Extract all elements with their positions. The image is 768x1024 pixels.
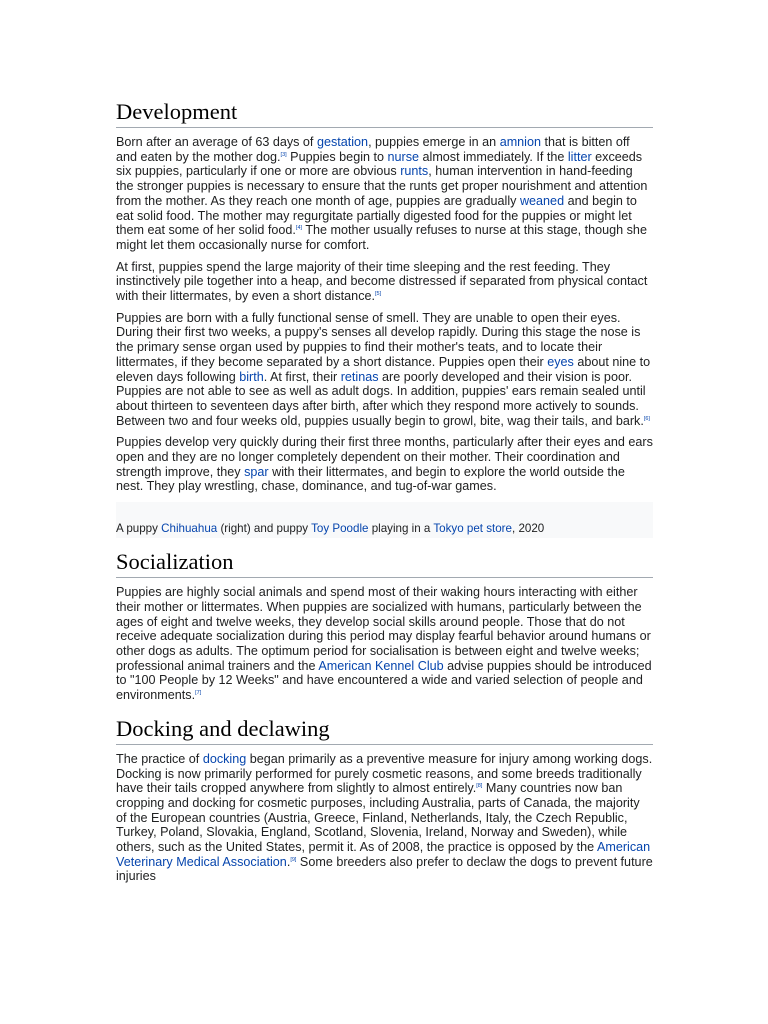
figure-caption <box>116 522 544 536</box>
link-litter[interactable]: litter <box>567 149 592 164</box>
link-tokyo-pet-store[interactable]: Tokyo pet store <box>433 522 512 536</box>
paragraph-development-2 <box>116 260 653 304</box>
text: are poorly developed and their vision is poor. Puppies are not able to see as well as adult dogs. In addition, puppies' ears remain sealed until about thirteen to seventeen days after birth, after which they respond more actively to sounds. Between two and four weeks old, puppies usually begin to growl, bite, wag their tails, and bark. <box>116 369 646 428</box>
paragraph-socialization-1 <box>116 585 653 703</box>
text: . At first, their <box>263 369 341 384</box>
citation-8[interactable]: [8] <box>476 783 483 790</box>
text: advise puppies should be introduced to "100 People by 12 Weeks" and have encountered a wide and varied selection of people and environments. <box>116 658 652 703</box>
link-nurse[interactable]: nurse <box>387 149 420 164</box>
paragraph-development-3 <box>116 311 653 429</box>
text: almost immediately. If the <box>419 149 568 164</box>
text: Puppies are highly social animals and spend most of their waking hours interacting with either their mother or littermates. When puppies are socialized with humans, particularly between the ages of eight and twelve weeks, they develop social skills around people. Those that do not receive adequate socialization during this period may display fearful behavior around humans or other dogs as adults. The optimum period for socialisation is between eight and twelve weeks; professional animal trainers and the <box>116 585 651 673</box>
text: Some breeders also prefer to declaw the dogs to prevent future injuries <box>116 854 653 884</box>
text: and begin to eat solid food. The mother may regurgitate partially digested food for the puppies or might let them eat some of her solid food. <box>116 193 637 238</box>
link-toy-poodle[interactable]: Toy Poodle <box>311 522 369 536</box>
text: . <box>286 854 291 869</box>
text: playing in a <box>368 522 434 536</box>
citation-7[interactable]: [7] <box>195 690 202 697</box>
text: Puppies develop very quickly during their first three months, particularly after their eyes and ears open and they are no longer completely dependent on their mother. Their coordination and strength improve, they <box>116 435 653 479</box>
citation-3[interactable]: [3] <box>280 151 287 158</box>
figure-puppies <box>116 502 653 538</box>
text: Many countries now ban cropping and docking for cosmetic purposes, including Australia, parts of Canada, the majority of the European countries (Austria, Greece, Finland, Netherlands, Italy, the Czech Republic, Turkey, Poland, Slovakia, England, Scotland, Slovenia, Ireland, Norway and Sweden), while others, such as the United States, permit it. As of 2008, the practice is opposed by the <box>116 781 640 855</box>
link-spar[interactable]: spar <box>244 464 269 479</box>
text: , 2020 <box>512 522 545 536</box>
heading-socialization: Socialization <box>116 548 653 578</box>
citation-5[interactable]: [5] <box>375 291 382 298</box>
text: began primarily as a preventive measure for injury among working dogs. Docking is now primarily performed for purely cosmetic reasons, and some breeds traditionally have their tails cropped anywhere from slightly to almost entirely. <box>116 751 653 796</box>
citation-4[interactable]: [4] <box>295 225 303 232</box>
text: about nine to eleven days following <box>116 354 651 384</box>
text: exceeds six puppies, particularly if one or more are obvious <box>116 149 643 179</box>
text: , puppies emerge in an <box>368 135 500 149</box>
text: The mother usually refuses to nurse at this stage, though she might let them occasionally nurse for comfort. <box>116 223 647 252</box>
link-runts[interactable]: runts <box>400 164 429 179</box>
link-eyes[interactable]: eyes <box>547 354 574 369</box>
link-avma[interactable]: American Veterinary Medical Association <box>116 840 651 869</box>
article-content <box>116 98 653 891</box>
paragraph-development-1 <box>116 135 653 253</box>
text: Puppies are born with a fully functional sense of smell. They are unable to open their eyes. During their first two weeks, a puppy's senses all develop rapidly. During this stage the nose is the primary sense organ used by puppies to find their mother's teats, and to locate their littermates, if they become separated by a short distance. Puppies open their <box>116 310 641 369</box>
heading-development: Development <box>116 98 653 128</box>
link-chihuahua[interactable]: Chihuahua <box>161 522 218 536</box>
link-weaned[interactable]: weaned <box>519 193 565 208</box>
text: (right) and puppy <box>217 522 312 536</box>
heading-docking: Docking and declawing <box>116 715 653 745</box>
text: Puppies begin to <box>286 149 388 164</box>
text: , human intervention in hand-feeding the stronger puppies is necessary to ensure that the runts get proper nourishment and attention from the mother. As they reach one month of age, puppies are gradually <box>116 164 648 208</box>
text: with their littermates, and begin to explore the world outside the nest. They play wrestling, chase, dominance, and tug-of-war games. <box>116 464 625 494</box>
text: The practice of <box>116 751 203 766</box>
link-amnion[interactable]: amnion <box>499 135 541 149</box>
text: that is bitten off and eaten by the mother dog. <box>116 135 630 164</box>
link-birth[interactable]: birth <box>239 369 264 384</box>
text: Born after an average of 63 days of <box>116 135 317 149</box>
link-gestation[interactable]: gestation <box>316 135 369 149</box>
link-docking[interactable]: docking <box>202 751 247 766</box>
citation-6[interactable]: [6] <box>643 415 650 422</box>
link-retinas[interactable]: retinas <box>340 369 379 384</box>
link-american-kennel-club[interactable]: American Kennel Club <box>318 658 444 673</box>
paragraph-development-4 <box>116 435 653 494</box>
paragraph-docking-1 <box>116 752 653 884</box>
text: A puppy <box>116 522 162 536</box>
citation-9[interactable]: [9] <box>290 856 297 863</box>
text: At first, puppies spend the large majority of their time sleeping and the rest feeding. They instinctively pile together into a heap, and become distressed if separated from physical contact with their littermates, by even a short distance. <box>116 259 648 304</box>
